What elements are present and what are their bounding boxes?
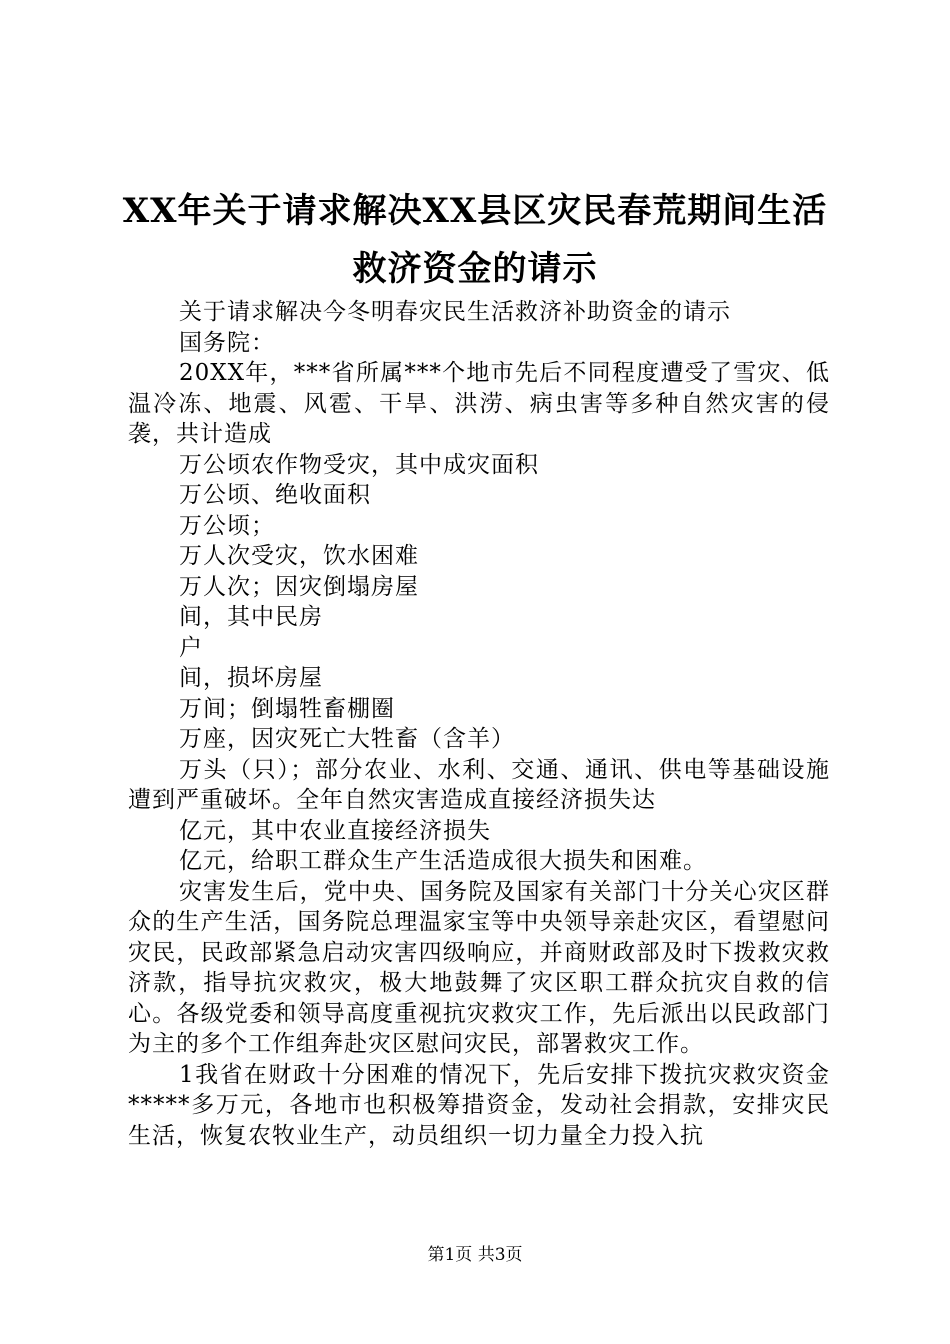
paragraph-addressee: 国务院： xyxy=(179,329,275,356)
paragraph-crop-affected: 万公顷农作物受灾，其中成灾面积 xyxy=(179,451,539,478)
paragraph-agri-loss: 亿元，其中农业直接经济损失 xyxy=(179,817,491,844)
paragraph-response: 灾害发生后，党中央、国务院及国家有关部门十分关心灾区群众的生产生活，国务院总理温家宝等中央领导亲赴灾区，看望慰问灾民，民政部紧急启动灾害四级响应，并商财政部及时下拨救灾救济款，指导抗灾救灾，极大地鼓舞了灾区职工群众抗灾自救的信心。各级党委和领导高度重视抗灾救灾工作，先后派出以民政部门为主的多个工作组奔赴灾区慰问灾民，部署救灾工作。 xyxy=(128,878,830,1057)
paragraph-total-loss: 亿元，给职工群众生产生活造成很大损失和困难。 xyxy=(179,848,707,874)
paragraph-infrastructure: 万头（只）；部分农业、水利、交通、通讯、供电等基础设施遭到严重破坏。全年自然灾害造成直接经济损失达 xyxy=(128,756,830,813)
paragraph-households: 户 xyxy=(179,634,203,661)
paragraph-hectares: 万公顷； xyxy=(179,512,275,539)
title-line-2: 救济资金的请示 xyxy=(352,249,598,289)
paragraph-failed-area: 万公顷、绝收面积 xyxy=(179,482,371,508)
page-footer: 第1页 共3页 xyxy=(427,1245,523,1265)
paragraph-subject: 关于请求解决今冬明春灾民生活救济补助资金的请示 xyxy=(179,299,731,325)
paragraph-disaster-overview: 20XX年，***省所属***个地市先后不同程度遭受了雪灾、低温冷冻、地震、风雹、干旱、洪涝、病虫害等多种自然灾害的侵袭，共计造成 xyxy=(128,360,830,447)
paragraph-people-affected: 万人次受灾，饮水困难 xyxy=(179,543,419,569)
document-title xyxy=(100,182,850,298)
paragraph-provincial-funds: 1我省在财政十分困难的情况下，先后安排下拨抗灾救灾资金*****多万元，各地市也积极筹措资金，发动社会捐款，安排灾民生活，恢复农牧业生产，动员组织一切力量全力投入抗 xyxy=(128,1061,830,1149)
title-line-1: XX年关于请求解决XX县区灾民春荒期间生活 xyxy=(122,191,828,231)
paragraph-damaged-houses: 间，损坏房屋 xyxy=(179,665,323,691)
paragraph-civilian-houses: 间，其中民房 xyxy=(179,604,323,630)
paragraph-collapsed-houses: 万人次；因灾倒塌房屋 xyxy=(179,573,419,600)
paragraph-livestock-deaths: 万座，因灾死亡大牲畜（含羊） xyxy=(179,726,515,752)
document-body xyxy=(128,297,830,1151)
paragraph-livestock-sheds: 万间；倒塌牲畜棚圈 xyxy=(179,695,395,722)
